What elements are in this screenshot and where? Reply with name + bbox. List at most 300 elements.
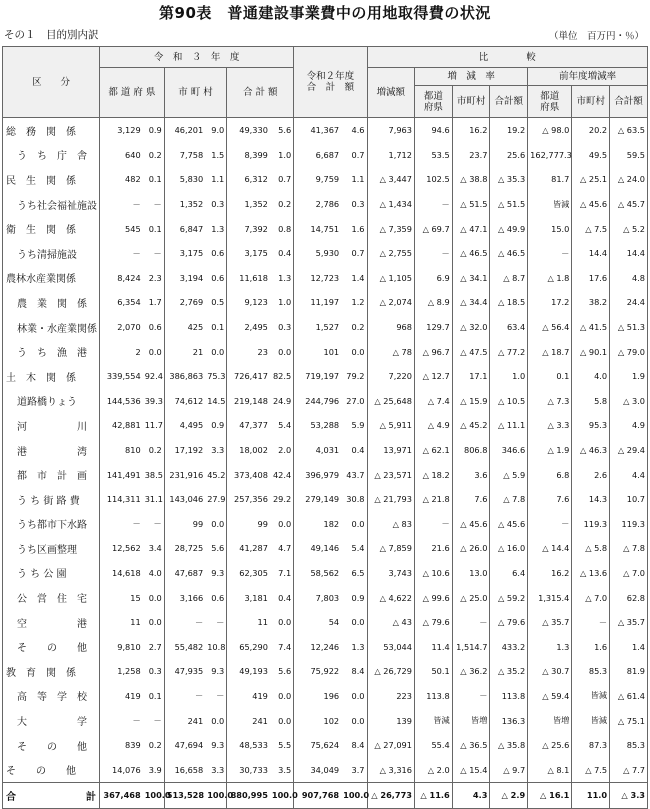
row-label: 民 生 関 係 bbox=[3, 167, 100, 192]
cell-pref-pct: － bbox=[143, 192, 165, 217]
cell-rate-muni: △ 15.9 bbox=[452, 389, 490, 414]
cell-prev-pref: △ 30.7 bbox=[528, 659, 572, 684]
cell-total-pct: 0.8 bbox=[270, 216, 294, 241]
cell-change-amount: △ 2,074 bbox=[367, 290, 414, 315]
table-row bbox=[3, 462, 648, 487]
cell-pref-pct: 0.6 bbox=[143, 315, 165, 340]
cell-rate-muni: － bbox=[452, 684, 490, 709]
cell-r2-value: 7,803 bbox=[294, 585, 341, 610]
row-label: 港 湾 bbox=[3, 438, 100, 463]
cell-rate-pref: △ 11.6 bbox=[414, 783, 452, 809]
table-row bbox=[3, 536, 648, 561]
cell-total-value: 23 bbox=[227, 339, 270, 364]
cell-muni-pct: 0.0 bbox=[205, 708, 227, 733]
cell-rate-total: △ 10.5 bbox=[490, 389, 528, 414]
cell-prev-muni: 1.6 bbox=[572, 634, 610, 659]
cell-muni-pct: 3.3 bbox=[205, 438, 227, 463]
cell-r2-pct: 0.0 bbox=[341, 610, 367, 635]
cell-rate-muni: △ 45.6 bbox=[452, 512, 490, 537]
cell-prev-muni: △ 7.5 bbox=[572, 216, 610, 241]
cell-prev-pref: － bbox=[528, 512, 572, 537]
cell-rate-total: 346.6 bbox=[490, 438, 528, 463]
cell-pref-value: 1,258 bbox=[100, 659, 143, 684]
cell-pref-pct: 0.0 bbox=[143, 585, 165, 610]
cell-r2-value: 41,367 bbox=[294, 118, 341, 143]
cell-muni-pct: 0.1 bbox=[205, 315, 227, 340]
cell-pref-pct: 0.2 bbox=[143, 143, 165, 168]
cell-prev-pref: △ 1.8 bbox=[528, 266, 572, 291]
row-label: う ち 庁 舎 bbox=[3, 143, 100, 168]
cell-prev-muni: 2.6 bbox=[572, 462, 610, 487]
row-label: 大 学 bbox=[3, 708, 100, 733]
cell-prev-pref: △ 8.1 bbox=[528, 757, 572, 782]
cell-r2-pct: 0.0 bbox=[341, 339, 367, 364]
cell-change-amount: △ 23,571 bbox=[367, 462, 414, 487]
cell-change-amount: △ 5,911 bbox=[367, 413, 414, 438]
table-row bbox=[3, 364, 648, 389]
cell-change-amount: △ 26,729 bbox=[367, 659, 414, 684]
cell-total-pct: 0.2 bbox=[270, 192, 294, 217]
cell-muni-pct: 9.0 bbox=[205, 118, 227, 143]
cell-total-value: 257,356 bbox=[227, 487, 270, 512]
header-rate-total: 合計額 bbox=[490, 86, 528, 118]
cell-total-value: 3,181 bbox=[227, 585, 270, 610]
row-label: うち都市下水路 bbox=[3, 512, 100, 537]
cell-r2-pct: 5.4 bbox=[341, 536, 367, 561]
cell-prev-total: 14.4 bbox=[610, 241, 648, 266]
cell-muni-value: 3,166 bbox=[164, 585, 205, 610]
cell-rate-total: △ 5.9 bbox=[490, 462, 528, 487]
cell-muni-value: 46,201 bbox=[164, 118, 205, 143]
cell-total-value: 3,175 bbox=[227, 241, 270, 266]
cell-muni-value: 99 bbox=[164, 512, 205, 537]
header-change-amount: 増減額 bbox=[367, 68, 414, 118]
cell-prev-total: △ 75.1 bbox=[610, 708, 648, 733]
row-label: 農林水産業関係 bbox=[3, 266, 100, 291]
cell-prev-total: △ 45.7 bbox=[610, 192, 648, 217]
cell-prev-pref: 1,315.4 bbox=[528, 585, 572, 610]
cell-pref-value: 11 bbox=[100, 610, 143, 635]
table-row bbox=[3, 783, 648, 809]
cell-pref-pct: 0.9 bbox=[143, 118, 165, 143]
cell-prev-pref: 6.8 bbox=[528, 462, 572, 487]
cell-prev-muni: 38.2 bbox=[572, 290, 610, 315]
cell-r2-pct: 100.0 bbox=[341, 783, 367, 809]
cell-pref-pct: 39.3 bbox=[143, 389, 165, 414]
cell-pref-value: － bbox=[100, 708, 143, 733]
header-compare: 比 較 bbox=[367, 47, 647, 68]
cell-rate-total: △ 35.8 bbox=[490, 733, 528, 758]
cell-total-pct: 7.4 bbox=[270, 634, 294, 659]
cell-rate-total: △ 8.7 bbox=[490, 266, 528, 291]
cell-r2-value: 2,786 bbox=[294, 192, 341, 217]
row-label: う ち 公 園 bbox=[3, 561, 100, 586]
cell-pref-pct: 0.1 bbox=[143, 216, 165, 241]
row-label: 合 計 bbox=[3, 783, 100, 809]
cell-rate-total: △ 2.9 bbox=[490, 783, 528, 809]
cell-pref-value: 2 bbox=[100, 339, 143, 364]
cell-prev-pref: 皆減 bbox=[528, 192, 572, 217]
cell-rate-pref: － bbox=[414, 512, 452, 537]
cell-r2-pct: 6.5 bbox=[341, 561, 367, 586]
table-row bbox=[3, 290, 648, 315]
table-row bbox=[3, 389, 648, 414]
row-label: うち区画整理 bbox=[3, 536, 100, 561]
cell-pref-value: 8,424 bbox=[100, 266, 143, 291]
cell-muni-value: － bbox=[164, 684, 205, 709]
cell-r2-value: 244,796 bbox=[294, 389, 341, 414]
cell-prev-pref: 17.2 bbox=[528, 290, 572, 315]
cell-pref-pct: 0.1 bbox=[143, 167, 165, 192]
cell-change-amount: △ 3,447 bbox=[367, 167, 414, 192]
cell-prev-muni: △ 7.5 bbox=[572, 757, 610, 782]
cell-muni-pct: 27.9 bbox=[205, 487, 227, 512]
header-r3: 令 和 ３ 年 度 bbox=[100, 47, 294, 68]
cell-prev-total: △ 3.3 bbox=[610, 783, 648, 809]
cell-muni-pct: 14.5 bbox=[205, 389, 227, 414]
cell-prev-muni: △ 7.0 bbox=[572, 585, 610, 610]
cell-total-value: 7,392 bbox=[227, 216, 270, 241]
cell-rate-total: △ 7.8 bbox=[490, 487, 528, 512]
table-row bbox=[3, 561, 648, 586]
cell-pref-pct: 0.0 bbox=[143, 339, 165, 364]
cell-r2-pct: 43.7 bbox=[341, 462, 367, 487]
cell-prev-muni: 119.3 bbox=[572, 512, 610, 537]
cell-pref-value: 839 bbox=[100, 733, 143, 758]
cell-rate-pref: △ 8.9 bbox=[414, 290, 452, 315]
cell-r2-value: 396,979 bbox=[294, 462, 341, 487]
cell-prev-muni: △ 46.3 bbox=[572, 438, 610, 463]
header-prev-rate: 前年度増減率 bbox=[528, 68, 648, 86]
cell-total-pct: 5.5 bbox=[270, 733, 294, 758]
cell-rate-pref: － bbox=[414, 192, 452, 217]
cell-total-value: 99 bbox=[227, 512, 270, 537]
cell-prev-total: △ 7.7 bbox=[610, 757, 648, 782]
row-label: そ の 他 bbox=[3, 757, 100, 782]
cell-total-pct: 0.0 bbox=[270, 339, 294, 364]
cell-prev-muni: 20.2 bbox=[572, 118, 610, 143]
cell-r2-value: 53,288 bbox=[294, 413, 341, 438]
cell-rate-total: △ 51.5 bbox=[490, 192, 528, 217]
cell-rate-total: 25.6 bbox=[490, 143, 528, 168]
cell-pref-pct: 100.0 bbox=[143, 783, 165, 809]
cell-rate-muni: △ 47.5 bbox=[452, 339, 490, 364]
cell-total-pct: 1.3 bbox=[270, 266, 294, 291]
cell-prev-pref: △ 59.4 bbox=[528, 684, 572, 709]
cell-muni-value: 4,495 bbox=[164, 413, 205, 438]
cell-rate-pref: 皆減 bbox=[414, 708, 452, 733]
cell-rate-total: △ 79.6 bbox=[490, 610, 528, 635]
cell-pref-value: 114,311 bbox=[100, 487, 143, 512]
cell-pref-pct: 0.1 bbox=[143, 684, 165, 709]
cell-r2-value: 102 bbox=[294, 708, 341, 733]
table-row bbox=[3, 733, 648, 758]
cell-pref-value: － bbox=[100, 241, 143, 266]
cell-prev-muni: 49.5 bbox=[572, 143, 610, 168]
row-label: 農 業 関 係 bbox=[3, 290, 100, 315]
cell-prev-total: 1.4 bbox=[610, 634, 648, 659]
cell-prev-total: △ 63.5 bbox=[610, 118, 648, 143]
table-row bbox=[3, 610, 648, 635]
cell-rate-pref: △ 2.0 bbox=[414, 757, 452, 782]
table-row bbox=[3, 413, 648, 438]
cell-total-pct: 100.0 bbox=[270, 783, 294, 809]
cell-muni-pct: 9.3 bbox=[205, 733, 227, 758]
cell-muni-pct: 0.0 bbox=[205, 512, 227, 537]
cell-r2-pct: 1.4 bbox=[341, 266, 367, 291]
cell-muni-pct: 1.3 bbox=[205, 216, 227, 241]
cell-rate-muni: 17.1 bbox=[452, 364, 490, 389]
cell-change-amount: △ 83 bbox=[367, 512, 414, 537]
cell-muni-value: 6,847 bbox=[164, 216, 205, 241]
header-prev-pref: 都道 府県 bbox=[528, 86, 572, 118]
cell-muni-pct: 45.2 bbox=[205, 462, 227, 487]
cell-r2-value: 54 bbox=[294, 610, 341, 635]
cell-prev-muni: △ 90.1 bbox=[572, 339, 610, 364]
cell-r2-pct: 27.0 bbox=[341, 389, 367, 414]
cell-rate-muni: 13.0 bbox=[452, 561, 490, 586]
cell-prev-muni: △ 41.5 bbox=[572, 315, 610, 340]
cell-total-pct: 0.4 bbox=[270, 241, 294, 266]
cell-pref-value: 2,070 bbox=[100, 315, 143, 340]
cell-prev-total: 4.8 bbox=[610, 266, 648, 291]
cell-prev-total: △ 5.2 bbox=[610, 216, 648, 241]
cell-prev-pref: 7.6 bbox=[528, 487, 572, 512]
row-label: 衛 生 関 係 bbox=[3, 216, 100, 241]
cell-rate-muni: △ 15.4 bbox=[452, 757, 490, 782]
cell-pref-value: 42,881 bbox=[100, 413, 143, 438]
cell-rate-muni: △ 47.1 bbox=[452, 216, 490, 241]
cell-muni-value: 28,725 bbox=[164, 536, 205, 561]
cell-prev-total: 4.4 bbox=[610, 462, 648, 487]
cell-rate-pref: △ 62.1 bbox=[414, 438, 452, 463]
cell-pref-pct: 92.4 bbox=[143, 364, 165, 389]
row-label: そ の 他 bbox=[3, 634, 100, 659]
cell-prev-total: △ 61.4 bbox=[610, 684, 648, 709]
cell-change-amount: △ 78 bbox=[367, 339, 414, 364]
cell-pref-pct: 0.2 bbox=[143, 438, 165, 463]
cell-total-value: 49,193 bbox=[227, 659, 270, 684]
cell-total-pct: 0.4 bbox=[270, 585, 294, 610]
cell-r2-value: 12,723 bbox=[294, 266, 341, 291]
cell-total-value: 30,733 bbox=[227, 757, 270, 782]
row-label: う ち 漁 港 bbox=[3, 339, 100, 364]
cell-pref-value: 14,618 bbox=[100, 561, 143, 586]
header-muni: 市 町 村 bbox=[164, 68, 227, 118]
cell-prev-pref: △ 7.3 bbox=[528, 389, 572, 414]
table-row bbox=[3, 241, 648, 266]
cell-r2-value: 196 bbox=[294, 684, 341, 709]
cell-prev-pref: 162,777.3 bbox=[528, 143, 572, 168]
cell-prev-pref: 15.0 bbox=[528, 216, 572, 241]
cell-r2-value: 49,146 bbox=[294, 536, 341, 561]
cell-total-value: 726,417 bbox=[227, 364, 270, 389]
cell-total-value: 41,287 bbox=[227, 536, 270, 561]
cell-rate-muni: － bbox=[452, 610, 490, 635]
cell-pref-pct: 0.3 bbox=[143, 659, 165, 684]
cell-change-amount: 968 bbox=[367, 315, 414, 340]
cell-r2-pct: 4.6 bbox=[341, 118, 367, 143]
cell-change-amount: △ 27,091 bbox=[367, 733, 414, 758]
cell-rate-total: △ 11.1 bbox=[490, 413, 528, 438]
cell-muni-value: 386,863 bbox=[164, 364, 205, 389]
row-label: 公 営 住 宅 bbox=[3, 585, 100, 610]
cell-total-pct: 42.4 bbox=[270, 462, 294, 487]
cell-change-amount: △ 1,105 bbox=[367, 266, 414, 291]
cell-muni-value: 241 bbox=[164, 708, 205, 733]
cell-prev-total: △ 79.0 bbox=[610, 339, 648, 364]
cell-pref-pct: 1.7 bbox=[143, 290, 165, 315]
cell-change-amount: △ 43 bbox=[367, 610, 414, 635]
cell-prev-total: △ 29.4 bbox=[610, 438, 648, 463]
cell-r2-pct: 0.0 bbox=[341, 708, 367, 733]
cell-prev-total: △ 7.8 bbox=[610, 536, 648, 561]
cell-rate-pref: △ 79.6 bbox=[414, 610, 452, 635]
cell-r2-pct: 3.7 bbox=[341, 757, 367, 782]
cell-prev-pref: 81.7 bbox=[528, 167, 572, 192]
cell-rate-muni: △ 32.0 bbox=[452, 315, 490, 340]
cell-pref-value: － bbox=[100, 512, 143, 537]
cell-rate-total: △ 9.7 bbox=[490, 757, 528, 782]
cell-pref-pct: 3.4 bbox=[143, 536, 165, 561]
row-label: うち社会福祉施設 bbox=[3, 192, 100, 217]
cell-rate-pref: △ 4.9 bbox=[414, 413, 452, 438]
cell-rate-pref: 102.5 bbox=[414, 167, 452, 192]
cell-prev-total: △ 3.0 bbox=[610, 389, 648, 414]
data-table bbox=[2, 46, 648, 809]
cell-prev-muni: － bbox=[572, 610, 610, 635]
cell-prev-total: 81.9 bbox=[610, 659, 648, 684]
cell-total-value: 18,002 bbox=[227, 438, 270, 463]
cell-total-value: 65,290 bbox=[227, 634, 270, 659]
cell-pref-value: － bbox=[100, 192, 143, 217]
cell-rate-total: 433.2 bbox=[490, 634, 528, 659]
cell-change-amount: 53,044 bbox=[367, 634, 414, 659]
row-label: 空 港 bbox=[3, 610, 100, 635]
cell-rate-pref: △ 99.6 bbox=[414, 585, 452, 610]
cell-pref-pct: 2.3 bbox=[143, 266, 165, 291]
cell-rate-muni: 4.3 bbox=[452, 783, 490, 809]
cell-rate-total: △ 16.0 bbox=[490, 536, 528, 561]
cell-muni-pct: 75.3 bbox=[205, 364, 227, 389]
cell-rate-muni: 16.2 bbox=[452, 118, 490, 143]
cell-rate-muni: △ 34.4 bbox=[452, 290, 490, 315]
cell-change-amount: 139 bbox=[367, 708, 414, 733]
cell-rate-total: △ 45.6 bbox=[490, 512, 528, 537]
cell-muni-pct: 0.3 bbox=[205, 192, 227, 217]
cell-r2-pct: 0.9 bbox=[341, 585, 367, 610]
cell-pref-value: 545 bbox=[100, 216, 143, 241]
cell-rate-muni: △ 45.2 bbox=[452, 413, 490, 438]
cell-prev-muni: △ 25.1 bbox=[572, 167, 610, 192]
cell-rate-muni: △ 36.2 bbox=[452, 659, 490, 684]
row-label: 教 育 関 係 bbox=[3, 659, 100, 684]
cell-prev-muni: △ 13.6 bbox=[572, 561, 610, 586]
cell-rate-total: 63.4 bbox=[490, 315, 528, 340]
cell-rate-pref: △ 96.7 bbox=[414, 339, 452, 364]
cell-rate-muni: △ 36.5 bbox=[452, 733, 490, 758]
cell-prev-total: 4.9 bbox=[610, 413, 648, 438]
row-label: う ち 街 路 費 bbox=[3, 487, 100, 512]
table-body bbox=[3, 118, 648, 809]
cell-muni-pct: 0.5 bbox=[205, 290, 227, 315]
table-row bbox=[3, 585, 648, 610]
cell-muni-pct: 100.0 bbox=[205, 783, 227, 809]
table-row bbox=[3, 339, 648, 364]
cell-rate-total: △ 59.2 bbox=[490, 585, 528, 610]
cell-pref-pct: 4.0 bbox=[143, 561, 165, 586]
row-label: 土 木 関 係 bbox=[3, 364, 100, 389]
cell-rate-total: 136.3 bbox=[490, 708, 528, 733]
cell-muni-value: 16,658 bbox=[164, 757, 205, 782]
cell-rate-pref: 55.4 bbox=[414, 733, 452, 758]
cell-prev-total: 59.5 bbox=[610, 143, 648, 168]
table-row bbox=[3, 167, 648, 192]
cell-prev-muni: 14.3 bbox=[572, 487, 610, 512]
cell-rate-muni: 3.6 bbox=[452, 462, 490, 487]
cell-total-pct: 0.3 bbox=[270, 315, 294, 340]
cell-muni-value: 231,916 bbox=[164, 462, 205, 487]
cell-change-amount: 13,971 bbox=[367, 438, 414, 463]
cell-pref-pct: 11.7 bbox=[143, 413, 165, 438]
cell-total-value: 2,495 bbox=[227, 315, 270, 340]
cell-prev-muni: 87.3 bbox=[572, 733, 610, 758]
cell-pref-pct: 0.0 bbox=[143, 610, 165, 635]
cell-prev-pref: △ 14.4 bbox=[528, 536, 572, 561]
cell-rate-muni: △ 25.0 bbox=[452, 585, 490, 610]
cell-muni-value: 55,482 bbox=[164, 634, 205, 659]
cell-total-value: 1,352 bbox=[227, 192, 270, 217]
table-row bbox=[3, 192, 648, 217]
cell-total-value: 419 bbox=[227, 684, 270, 709]
cell-total-pct: 0.7 bbox=[270, 167, 294, 192]
cell-muni-value: 21 bbox=[164, 339, 205, 364]
cell-pref-pct: 0.2 bbox=[143, 733, 165, 758]
cell-prev-total: 85.3 bbox=[610, 733, 648, 758]
cell-r2-value: 101 bbox=[294, 339, 341, 364]
cell-muni-value: 2,769 bbox=[164, 290, 205, 315]
cell-r2-value: 14,751 bbox=[294, 216, 341, 241]
cell-rate-muni: 7.6 bbox=[452, 487, 490, 512]
cell-total-pct: 7.1 bbox=[270, 561, 294, 586]
cell-total-pct: 0.0 bbox=[270, 512, 294, 537]
cell-muni-value: 5,830 bbox=[164, 167, 205, 192]
cell-total-pct: 3.5 bbox=[270, 757, 294, 782]
cell-total-value: 8,399 bbox=[227, 143, 270, 168]
cell-r2-pct: 0.7 bbox=[341, 143, 367, 168]
cell-change-amount: △ 3,316 bbox=[367, 757, 414, 782]
cell-r2-value: 6,687 bbox=[294, 143, 341, 168]
cell-muni-value: 143,046 bbox=[164, 487, 205, 512]
cell-muni-value: － bbox=[164, 610, 205, 635]
cell-prev-muni: 95.3 bbox=[572, 413, 610, 438]
cell-rate-total: 1.0 bbox=[490, 364, 528, 389]
cell-total-pct: 4.7 bbox=[270, 536, 294, 561]
table-row bbox=[3, 757, 648, 782]
cell-prev-pref: △ 16.1 bbox=[528, 783, 572, 809]
cell-pref-pct: 38.5 bbox=[143, 462, 165, 487]
cell-muni-value: 47,935 bbox=[164, 659, 205, 684]
cell-rate-total: △ 77.2 bbox=[490, 339, 528, 364]
cell-prev-pref: △ 25.6 bbox=[528, 733, 572, 758]
cell-muni-pct: 9.3 bbox=[205, 659, 227, 684]
cell-prev-muni: 85.3 bbox=[572, 659, 610, 684]
cell-pref-value: 144,536 bbox=[100, 389, 143, 414]
cell-rate-muni: 皆増 bbox=[452, 708, 490, 733]
cell-rate-pref: 129.7 bbox=[414, 315, 452, 340]
row-label: 高 等 学 校 bbox=[3, 684, 100, 709]
cell-rate-pref: 94.6 bbox=[414, 118, 452, 143]
